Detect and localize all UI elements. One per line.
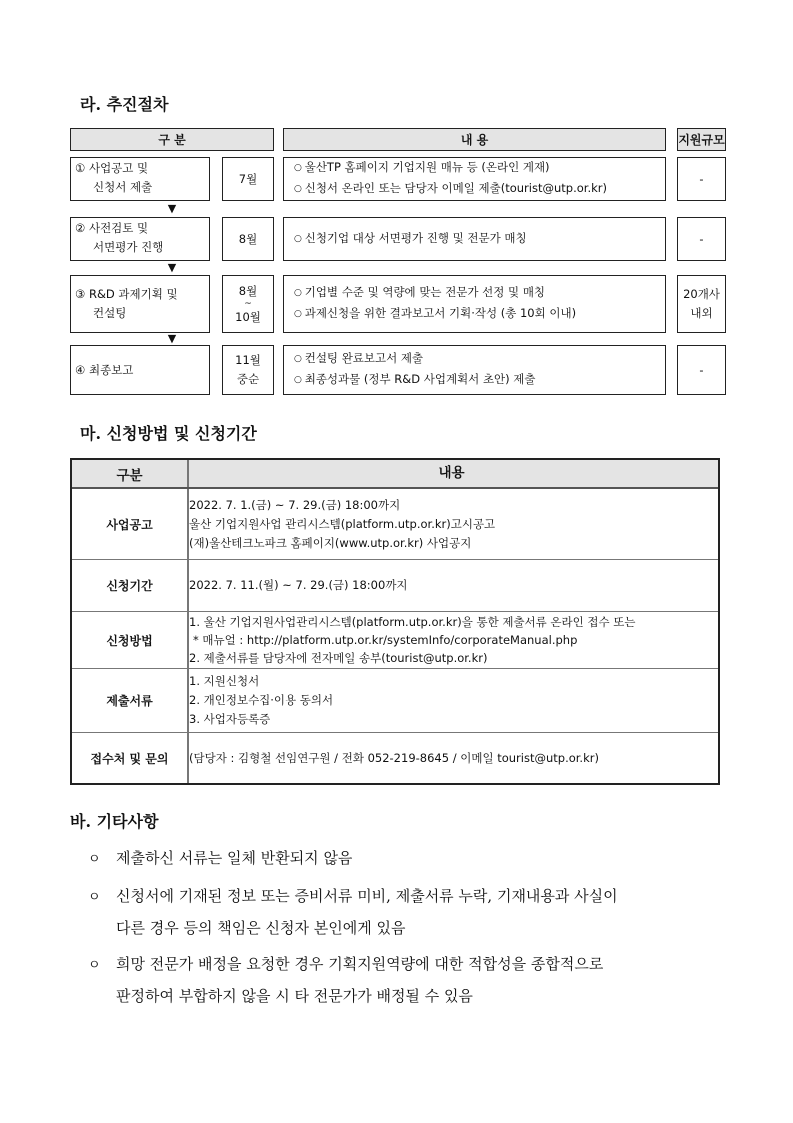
application-row-content [189, 612, 714, 668]
down-arrow-icon: ▼ [167, 332, 177, 345]
application-table [70, 458, 720, 785]
step-1-scale [677, 157, 726, 201]
note-item [88, 949, 738, 1012]
application-row-content [189, 560, 714, 611]
procedure-header-content: 내 용 [283, 128, 666, 151]
section-title-procedure: 라. 추진절차 [80, 95, 169, 114]
step-1-item: ○ 신청서 온라인 또는 담당자 이메일 제출(tourist@utp.or.kr) [294, 179, 655, 200]
section-title-misc: 바. 기타사항 [70, 812, 159, 831]
procedure-header-scale: 지원규모 [677, 128, 726, 151]
content-line: 2022. 7. 11.(월) ~ 7. 29.(금) 18:00까지 [189, 578, 408, 592]
step-3-scale-line1: 20개사 [683, 287, 720, 301]
application-row-content [189, 489, 714, 559]
content-line: 울산 기업지원사업 관리시스템(platform.utp.or.kr)고시공고 [189, 516, 496, 531]
application-row-label: 신청방법 [72, 612, 189, 668]
step-1-period [222, 157, 274, 201]
circle-bullet-icon: ㅇ [88, 852, 101, 867]
step-4-content [283, 345, 666, 395]
application-row [72, 733, 718, 783]
content-line: 2. 개인정보수집·이용 동의서 [189, 693, 334, 707]
step-4-period-line1: 11월 [235, 353, 261, 367]
application-row-content [189, 669, 714, 732]
step-3-label-line1: ③ R&D 과제기획 및 [75, 287, 178, 301]
step-4-label [70, 345, 210, 395]
step-2-label-line1: ② 사전검토 및 [75, 221, 149, 235]
step-1-content [283, 157, 666, 201]
content-line: 2. 제출서류를 담당자에 전자메일 송부(tourist@utp.or.kr) [189, 651, 488, 665]
note-item [88, 843, 738, 875]
step-1-label-line2: 신청서 제출 [93, 180, 153, 194]
content-line: (담당자 : 김형철 선임연구원 / 전화 052-219-8645 / 이메일 tourist@utp.or.kr) [189, 750, 599, 765]
procedure-header-category: 구 분 [70, 128, 274, 151]
content-line: 3. 사업자등록증 [189, 712, 271, 726]
down-arrow-icon: ▼ [167, 202, 177, 215]
content-line: 1. 울산 기업지원사업관리시스템(platform.utp.or.kr)을 통한 제출서류 온라인 접수 또는 [189, 615, 636, 629]
down-arrow-icon: ▼ [167, 261, 177, 274]
application-row [72, 560, 718, 612]
step-1-period-text: 7월 [238, 171, 258, 186]
application-row-label: 사업공고 [72, 489, 189, 559]
step-4-period [222, 345, 274, 395]
application-row [72, 489, 718, 560]
note-text: 신청서에 기재된 정보 또는 증비서류 미비, 제출서류 누락, 기재내용과 사실이 [116, 887, 618, 905]
application-table-header [72, 460, 718, 489]
step-2-item: ○ 신청기업 대상 서면평가 진행 및 전문가 매칭 [294, 229, 655, 250]
step-3-label-line2: 컨설팅 [93, 306, 127, 320]
step-4-item: ○ 컨설팅 완료보고서 제출 [294, 349, 655, 370]
step-2-label [70, 217, 210, 261]
content-line: 1. 지원신청서 [189, 674, 260, 688]
step-4-scale-text: - [699, 362, 704, 377]
application-row-content [189, 733, 714, 783]
step-1-label [70, 157, 210, 201]
step-3-content [283, 275, 666, 333]
step-4-period-line2: 중순 [236, 372, 260, 386]
step-3-scale-line2: 내외 [690, 306, 713, 320]
step-3-period [222, 275, 274, 333]
step-2-label-line2: 서면평가 진행 [93, 240, 164, 254]
note-item [88, 881, 738, 944]
step-3-period-end: 10월 [235, 310, 261, 324]
application-row-label: 신청기간 [72, 560, 189, 611]
step-3-scale [677, 275, 726, 333]
note-text: 희망 전문가 배정을 요청한 경우 기획지원역량에 대한 적합성을 종합적으로 [116, 955, 604, 973]
step-2-scale-text: - [699, 231, 704, 246]
note-text-cont: 판정하여 부합하지 않을 시 타 전문가가 배정될 수 있음 [116, 987, 473, 1005]
step-4-item: ○ 최종성과물 (정부 R&D 사업계획서 초안) 제출 [294, 370, 655, 391]
step-2-scale [677, 217, 726, 261]
step-1-label-line1: ① 사업공고 및 [75, 161, 149, 175]
circle-bullet-icon: ㅇ [88, 890, 101, 905]
section-title-application: 마. 신청방법 및 신청기간 [80, 424, 257, 443]
step-4-scale [677, 345, 726, 395]
application-row [72, 612, 718, 669]
content-line: (재)울산테크노파크 홈페이지(www.utp.or.kr) 사업공지 [189, 535, 472, 550]
circle-bullet-icon: ㅇ [88, 958, 101, 973]
step-1-item: ○ 울산TP 홈페이지 기업지원 매뉴 등 (온라인 게재) [294, 158, 655, 179]
step-3-item: ○ 기업별 수준 및 역량에 맞는 전문가 선정 및 매칭 [294, 283, 655, 304]
note-text: 제출하신 서류는 일체 반환되지 않음 [116, 849, 353, 867]
step-3-label [70, 275, 210, 333]
application-header-category: 구분 [72, 460, 189, 487]
note-text-cont: 다른 경우 등의 책임은 신청자 본인에게 있음 [116, 919, 406, 937]
application-row-label: 제출서류 [72, 669, 189, 732]
step-4-label-line1: ④ 최종보고 [75, 362, 134, 377]
step-3-item: ○ 과제신청을 위한 결과보고서 기획·작성 (총 10회 이내) [294, 304, 655, 325]
step-2-period [222, 217, 274, 261]
application-row-label: 접수처 및 문의 [72, 733, 189, 783]
application-row [72, 669, 718, 733]
step-2-period-text: 8월 [238, 231, 258, 246]
content-line: 2022. 7. 1.(금) ~ 7. 29.(금) 18:00까지 [189, 497, 401, 512]
application-header-content: 내용 [438, 465, 465, 481]
manual-link[interactable]: * 매뉴얼 : http://platform.utp.or.kr/systemInfo/corporateManual.php [193, 633, 578, 647]
step-3-period-start: 8월 [238, 284, 258, 298]
step-3-period-sep: ~ [244, 299, 252, 309]
step-1-scale-text: - [699, 171, 704, 186]
step-2-content [283, 217, 666, 261]
